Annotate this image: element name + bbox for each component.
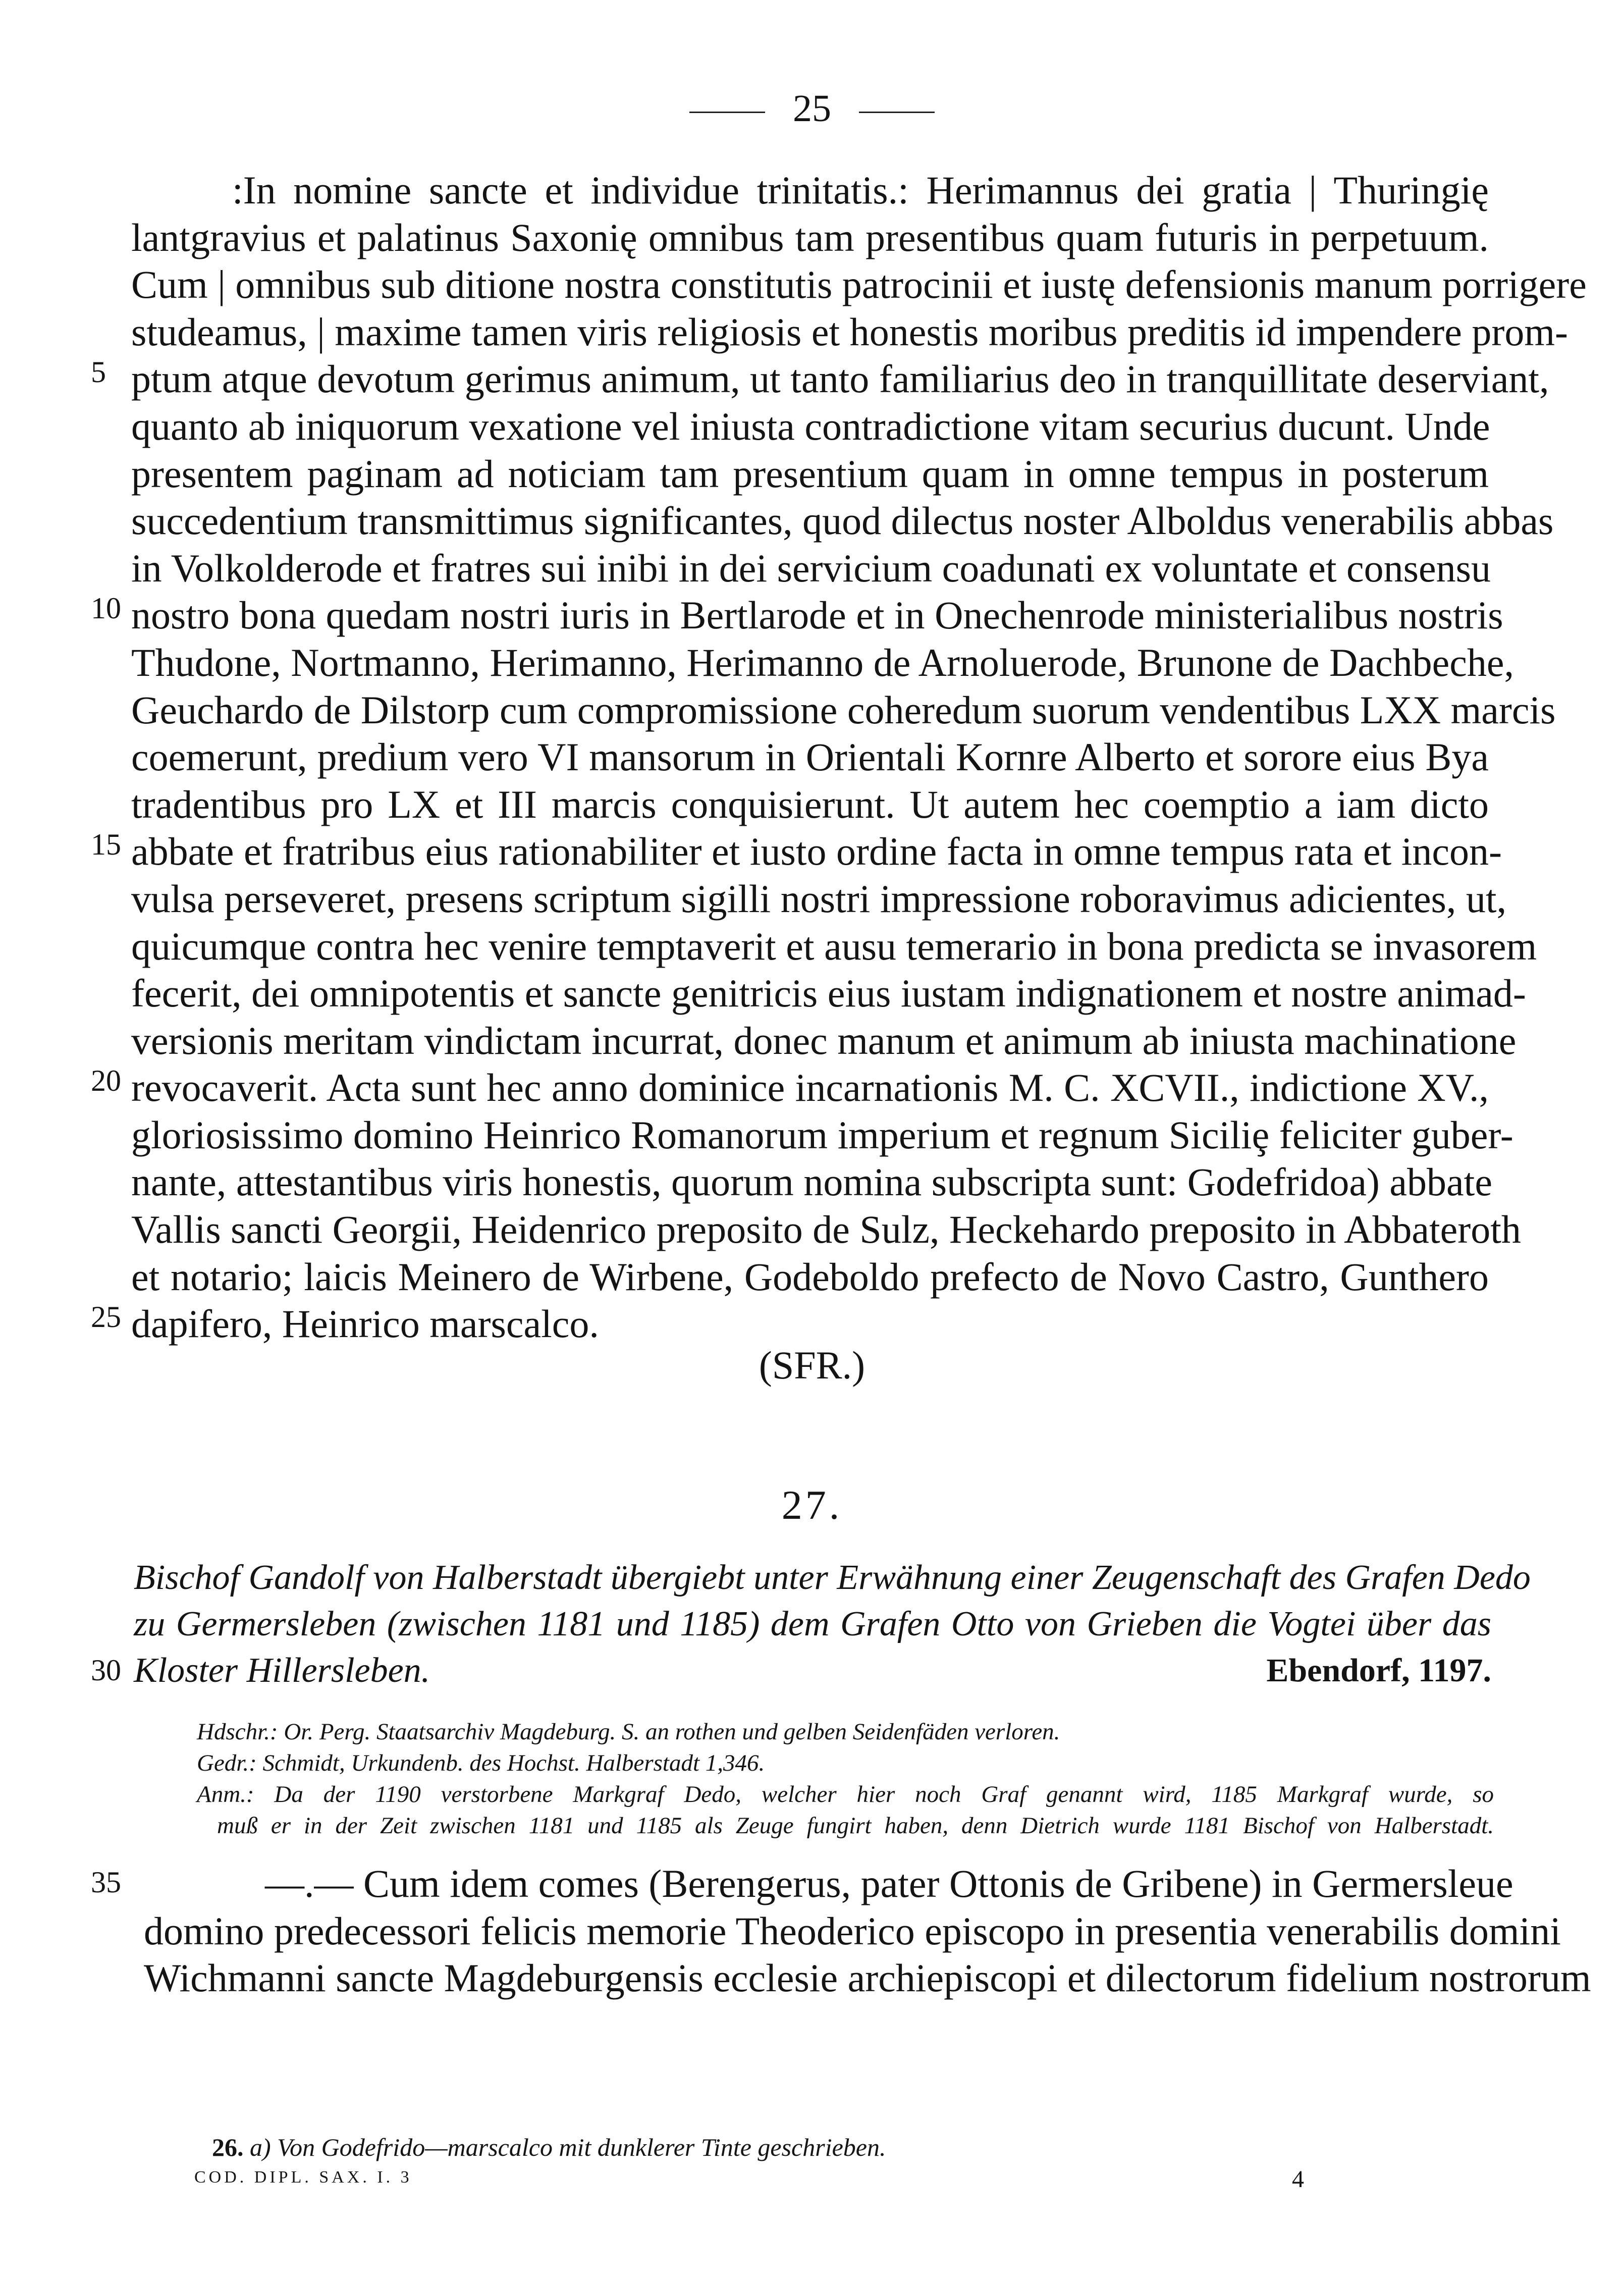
text-line: revocaverit. Acta sunt hec anno dominice incarnationis M. C. XCVII., indictione XV., (131, 1066, 1489, 1110)
footnote (212, 2133, 886, 2162)
seal-note: (SFR.) (759, 1343, 865, 1387)
line-number: 35 (91, 1866, 121, 1899)
sheet-number: 4 (1292, 2166, 1304, 2193)
header-rule-right (859, 112, 935, 113)
text-line: in Volkolderode et fratres sui inibi in dei servicium coadunati ex voluntate et consensu (131, 546, 1491, 590)
apparatus-manuscript: Hdschr.: Or. Perg. Staatsarchiv Magdeburg. S. an rothen und gelben Seidenfäden verloren. (197, 1719, 1060, 1745)
text-line: Geuchardo de Dilstorp cum compromissione coheredum suorum vendentibus LXX marcis (131, 687, 1556, 732)
text-line: dapifero, Heinrico marscalco. (131, 1302, 599, 1346)
text-line: Thudone, Nortmanno, Herimanno, Herimanno de Arnoluerode, Brunone de Dachbeche, (131, 640, 1514, 684)
text-line: nostro bona quedam nostri iuris in Bertlarode et in Onechenrode ministerialibus nostris (131, 593, 1503, 637)
charter-number: 27. (781, 1482, 843, 1528)
text-line: fecerit, dei omnipotentis et sancte genitricis eius iustam indignationem et nostre animad- (131, 971, 1526, 1016)
regest-line: Bischof Gandolf von Halberstadt übergiebt unter Erwähnung einer Zeugenschaft des Grafen Dedo (134, 1558, 1531, 1597)
text-line: —.— Cum idem comes (Berengerus, pater Ottonis de Gribene) in Germersleue (265, 1862, 1513, 1905)
running-header (0, 86, 1624, 131)
apparatus-note-cont: muß er in der Zeit zwischen 1181 und 1185 als Zeuge fungirt haben, denn Dietrich wurde 1181 Bischof von Halberstadt. (217, 1813, 1494, 1839)
charter-26-text (131, 167, 1587, 1348)
regest-line: Kloster Hillersleben. (134, 1651, 430, 1690)
page-number: 25 (793, 87, 831, 130)
regest (134, 1555, 1531, 1694)
header-rule-left (689, 112, 765, 113)
text-line: versionis meritam vindictam incurrat, donec manum et animum ab iniusta machinatione (131, 1018, 1517, 1062)
text-line: tradentibus pro LX et III marcis conquisierunt. Ut autem hec coemptio a iam dicto (131, 782, 1489, 826)
text-line: lantgravius et palatinus Saxonię omnibus tam presentibus quam futuris in perpetuum. (131, 215, 1489, 259)
charter-27-text (144, 1860, 1591, 2002)
text-line: quanto ab iniquorum vexatione vel iniusta contradictione vitam securius ducunt. Unde (131, 404, 1490, 448)
footnote-number: 26. (212, 2133, 244, 2161)
text-line: nante, attestantibus viris honestis, quorum nomina subscripta sunt: Godefridoa) abbate (131, 1160, 1492, 1204)
text-line: coemerunt, predium vero VI mansorum in Orientali Kornre Alberto et sorore eius Bya (131, 735, 1489, 779)
text-line: Vallis sancti Georgii, Heidenrico preposito de Sulz, Heckehardo preposito in Abbateroth (131, 1207, 1521, 1252)
apparatus (197, 1716, 1494, 1841)
line-number: 20 (91, 1064, 121, 1097)
apparatus-note: Anm.: Da der 1190 verstorbene Markgraf Dedo, welcher hier noch Graf genannt wird, 1185 Markgraf wurde, so (197, 1781, 1494, 1808)
line-number: 30 (91, 1654, 121, 1687)
text-line: ptum atque devotum gerimus animum, ut tanto familiarius deo in tranquillitate deserviant, (131, 357, 1549, 401)
line-number: 25 (91, 1300, 121, 1334)
printer-signature: COD. DIPL. SAX. I. 3 (194, 2168, 412, 2187)
place-date: Ebendorf, 1197. (1266, 1652, 1491, 1689)
text-line: gloriosissimo domino Heinrico Romanorum imperium et regnum Siciliȩ feliciter guber- (131, 1112, 1513, 1157)
text-line: :In nomine sancte et individue trinitatis.: Herimannus dei gratia | Thuringię (232, 168, 1489, 212)
text-line: Wichmanni sancte Magdeburgensis ecclesie archiepiscopi et dilectorum fidelium nostrorum (144, 1956, 1591, 2000)
apparatus-edition: Gedr.: Schmidt, Urkundenb. des Hochst. Halberstadt 1,346. (197, 1750, 765, 1776)
text-line: vulsa perseveret, presens scriptum sigilli nostri impressione roboravimus adicientes, ut, (131, 876, 1507, 921)
text-line: domino predecessori felicis memorie Theoderico episcopo in presentia venerabilis domini (144, 1908, 1561, 1953)
line-number: 5 (91, 355, 106, 389)
line-number: 15 (91, 828, 121, 861)
text-line: abbate et fratribus eius rationabiliter et iusto ordine facta in omne tempus rata et incon- (131, 829, 1502, 874)
footnote-text: a) Von Godefrido—marscalco mit dunklerer Tinte geschrieben. (250, 2133, 886, 2161)
regest-line: zu Germersleben (zwischen 1181 und 1185) dem Grafen Otto von Grieben die Vogtei über das (134, 1605, 1491, 1643)
text-line: Cum | omnibus sub ditione nostra constitutis patrocinii et iustę defensionis manum porrigere (131, 262, 1587, 307)
line-number: 10 (91, 592, 121, 625)
regest-line-last (134, 1648, 1491, 1694)
text-line: succedentium transmittimus significantes, quod dilectus noster Alboldus venerabilis abbas (131, 499, 1554, 543)
text-line: et notario; laicis Meinero de Wirbene, Godeboldo prefecto de Novo Castro, Gunthero (131, 1254, 1489, 1299)
text-line: studeamus, | maxime tamen viris religiosis et honestis moribus preditis id impendere prom- (131, 309, 1568, 354)
text-line: presentem paginam ad noticiam tam presentium quam in omne tempus in posterum (131, 451, 1489, 496)
text-line: quicumque contra hec venire temptaverit et ausu temerario in bona predicta se invasorem (131, 924, 1537, 968)
